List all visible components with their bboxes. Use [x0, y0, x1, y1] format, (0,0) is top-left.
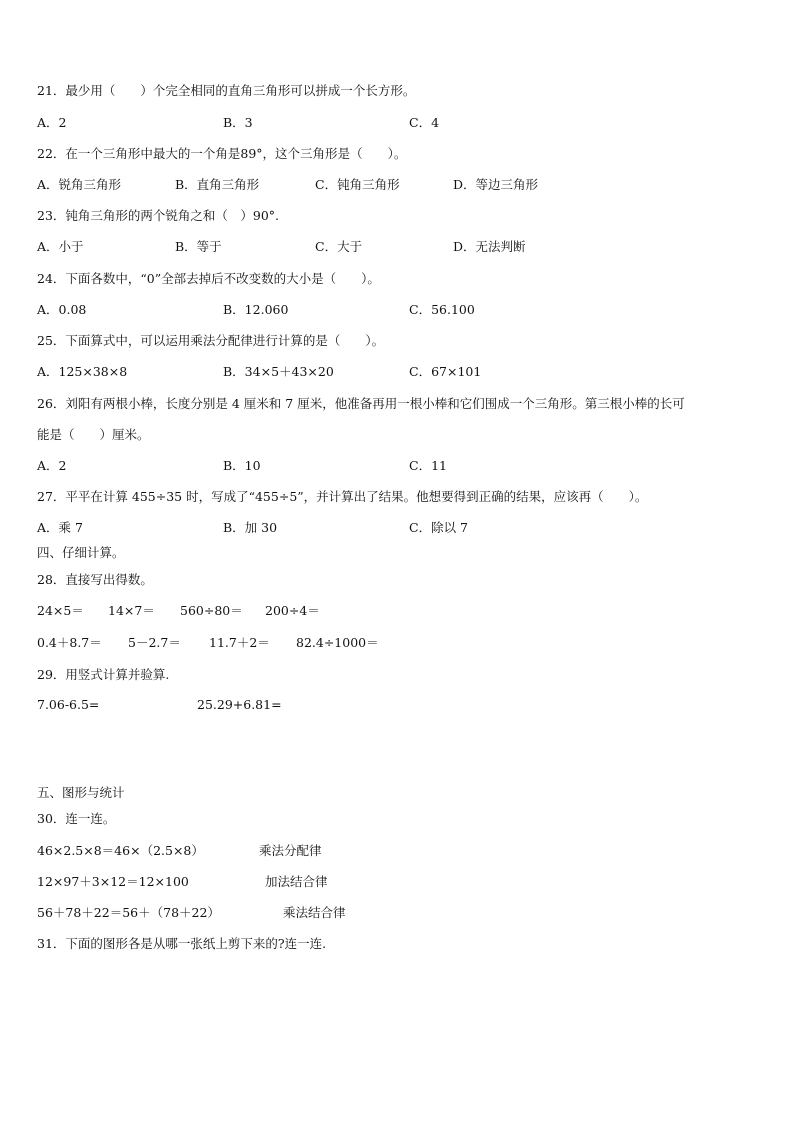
option-c[interactable]: C．11 [409, 458, 447, 473]
question-23-options [37, 239, 777, 255]
option-d[interactable]: D．无法判断 [453, 239, 526, 254]
question-24-stem: 24．下面各数中，“0”全部去掉后不改变数的大小是（ ）。 [37, 271, 380, 286]
question-22-options [37, 177, 777, 193]
option-c[interactable]: C．钝角三角形 [315, 177, 400, 192]
calc-item[interactable]: 0.4＋8.7＝ [37, 635, 102, 650]
option-b[interactable]: B．等于 [175, 239, 222, 254]
question-29-stem: 29．用竖式计算并验算. [37, 667, 170, 682]
question-28-row-1 [37, 603, 777, 619]
option-a[interactable]: A．2 [37, 458, 67, 473]
option-d[interactable]: D．等边三角形 [453, 177, 539, 192]
section-5-title: 五、图形与统计 [37, 785, 125, 800]
matching-law[interactable]: 乘法结合律 [283, 905, 346, 920]
calc-item[interactable]: 14×7＝ [108, 603, 155, 618]
question-25-options [37, 364, 777, 380]
question-21-options [37, 115, 777, 131]
matching-expression[interactable]: 56＋78＋22＝56＋（78＋22） [37, 905, 220, 920]
option-c[interactable]: C．56.100 [409, 302, 475, 317]
calc-item[interactable]: 11.7＋2＝ [209, 635, 270, 650]
option-b[interactable]: B．3 [223, 115, 253, 130]
option-b[interactable]: B．直角三角形 [175, 177, 260, 192]
option-a[interactable]: A．2 [37, 115, 67, 130]
question-24-options [37, 302, 777, 318]
question-26-stem-line1: 26．刘阳有两根小棒，长度分别是 4 厘米和 7 厘米，他准备再用一根小棒和它们围成一个三角形。第三根小棒的长可 [37, 396, 685, 411]
matching-row [37, 874, 777, 890]
question-29-items [37, 697, 777, 713]
option-c[interactable]: C．67×101 [409, 364, 482, 379]
question-28-stem: 28．直接写出得数。 [37, 572, 153, 587]
vertical-calc-item[interactable]: 25.29+6.81= [197, 697, 282, 712]
option-a[interactable]: A．125×38×8 [37, 364, 128, 379]
matching-law[interactable]: 乘法分配律 [259, 843, 322, 858]
question-21-stem: 21．最少用（ ）个完全相同的直角三角形可以拼成一个长方形。 [37, 83, 416, 98]
question-23-stem: 23．钝角三角形的两个锐角之和（ ）90°. [37, 208, 280, 223]
question-27-stem: 27．平平在计算 455÷35 时，写成了“455÷5”，并计算出了结果。他想要得到正确的结果，应该再（ ）。 [37, 489, 648, 504]
calc-item[interactable]: 24×5＝ [37, 603, 84, 618]
option-c[interactable]: C．4 [409, 115, 440, 130]
matching-row [37, 843, 777, 859]
option-b[interactable]: B．加 30 [223, 520, 278, 535]
calc-item[interactable]: 5－2.7＝ [128, 635, 181, 650]
option-a[interactable]: A．0.08 [37, 302, 87, 317]
option-a[interactable]: A．锐角三角形 [37, 177, 122, 192]
option-b[interactable]: B．10 [223, 458, 261, 473]
option-a[interactable]: A．乘 7 [37, 520, 83, 535]
question-22-stem: 22．在一个三角形中最大的一个角是89°，这个三角形是（ ）。 [37, 146, 407, 161]
option-b[interactable]: B．12.060 [223, 302, 289, 317]
question-27-options [37, 520, 777, 536]
option-c[interactable]: C．大于 [315, 239, 363, 254]
question-30-stem: 30．连一连。 [37, 811, 116, 826]
question-25-stem: 25．下面算式中，可以运用乘法分配律进行计算的是（ ）。 [37, 333, 385, 348]
calc-item[interactable]: 82.4÷1000＝ [296, 635, 379, 650]
section-4-title: 四、仔细计算。 [37, 545, 125, 560]
matching-row [37, 905, 777, 921]
matching-law[interactable]: 加法结合律 [265, 874, 328, 889]
question-31-stem: 31．下面的图形各是从哪一张纸上剪下来的?连一连. [37, 936, 327, 951]
question-26-stem-line2: 能是（ ）厘米。 [37, 427, 150, 442]
calc-item[interactable]: 200÷4＝ [265, 603, 320, 618]
option-c[interactable]: C．除以 7 [409, 520, 468, 535]
question-28-row-2 [37, 635, 777, 651]
question-26-options [37, 458, 777, 474]
option-b[interactable]: B．34×5＋43×20 [223, 364, 334, 379]
matching-expression[interactable]: 46×2.5×8＝46×（2.5×8） [37, 843, 204, 858]
calc-item[interactable]: 560÷80＝ [180, 603, 243, 618]
matching-expression[interactable]: 12×97＋3×12＝12×100 [37, 874, 189, 889]
vertical-calc-item[interactable]: 7.06-6.5= [37, 697, 100, 712]
option-a[interactable]: A．小于 [37, 239, 84, 254]
